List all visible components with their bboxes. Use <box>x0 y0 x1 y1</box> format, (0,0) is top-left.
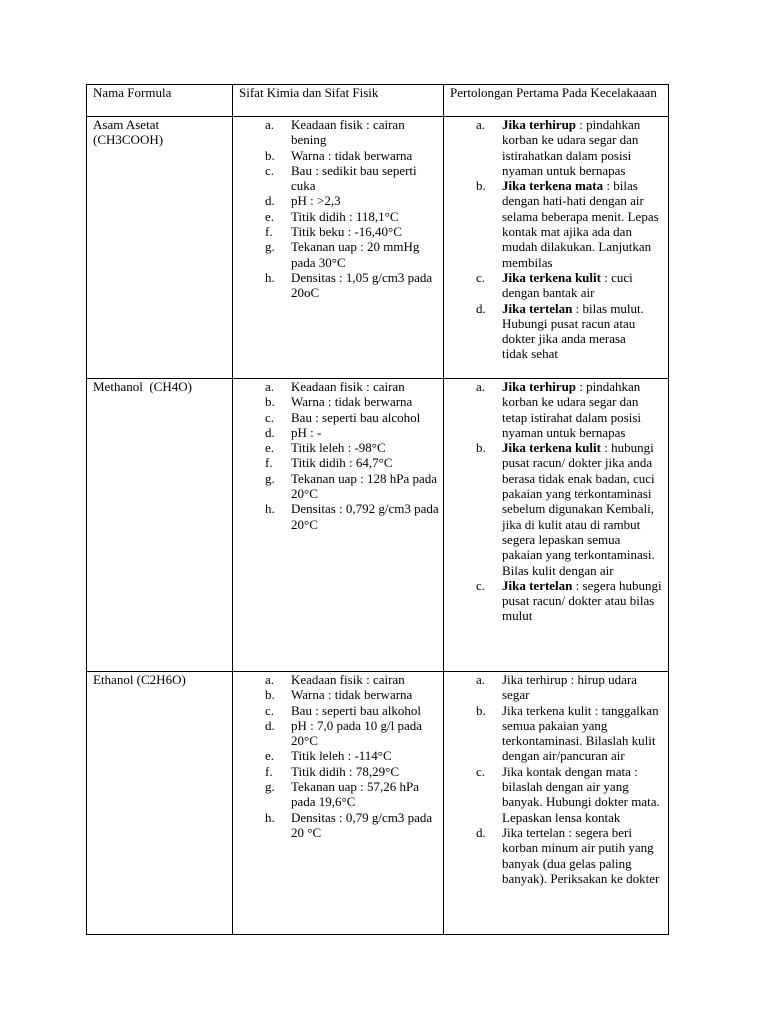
list-item: b. Jika terkena kulit : hubungi pusat racun/ dokter jika anda berasa tidak enak badan, cuci pakaian yang terkontaminasi sebelum digunakan Kembali, jika di kulit atau di rambut segera lepaskan semua pakaian yang terkontaminasi. Bilas kulit dengan air <box>476 440 655 578</box>
list-item: b. Jika terkena mata : bilas dengan hati-hati dengan air selama beberapa menit. Lepas kontak mat ajika ada dan mudah dilakukan. Lanjutkan membilas <box>476 178 659 270</box>
list-item: g. Tekanan uap : 128 hPa pada 20°C <box>265 470 438 502</box>
list-item: c. Bau : seperti bau alcohol <box>265 409 421 425</box>
list-item: b. Warna : tidak berwarna <box>265 687 413 703</box>
first-aid-cell <box>444 672 669 935</box>
list-item: c. Jika tertelan : segera hubungi pusat racun/ dokter atau bilas mulut <box>476 577 662 624</box>
chemical-safety-table <box>86 84 669 935</box>
formula-name-cell <box>87 117 233 379</box>
properties-list <box>239 672 439 840</box>
properties-cell <box>233 379 444 672</box>
table-row <box>87 379 669 672</box>
list-item: b. Jika terkena kulit : tanggalkan semua pakaian yang terkontaminasi. Bilaslah kulit dengan air/pancuran air <box>476 702 659 764</box>
list-item: d. pH : >2,3 <box>265 193 341 209</box>
list-item: f. Titik beku : -16,40°C <box>265 224 402 240</box>
list-item: h. Densitas : 0,79 g/cm3 pada 20 °C <box>265 809 433 840</box>
table-row <box>87 117 669 379</box>
list-item: a. Jika terhirup : pindahkan korban ke udara segar dan istirahatkan dalam posisi nyaman untuk bernapas <box>476 117 641 178</box>
properties-cell <box>233 117 444 379</box>
list-item: e. Titik leleh : -98°C <box>265 440 386 456</box>
list-item: f. Titik didih : 78,29°C <box>265 763 400 779</box>
first-aid-cell <box>444 379 669 672</box>
list-item: c. Jika terkena kulit : cuci dengan bantak air <box>476 269 633 301</box>
list-item: b. Warna : tidak berwarna <box>265 147 413 163</box>
list-item: d. pH : 7,0 pada 10 g/l pada 20°C <box>265 717 423 749</box>
first-aid-cell <box>444 117 669 379</box>
list-item: d. pH : - <box>265 424 322 440</box>
first-aid-list <box>450 672 662 886</box>
list-item: a. Keadaan fisik : cairan <box>265 379 405 394</box>
list-item: f. Titik didih : 64,7°C <box>265 455 393 471</box>
list-item: c. Jika kontak dengan mata : bilaslah dengan air yang banyak. Hubungi dokter mata. Lepaskan lensa kontak <box>476 763 660 825</box>
list-item: e. Titik leleh : -114°C <box>265 748 392 764</box>
list-item: h. Densitas : 0,792 g/cm3 pada 20°C <box>265 501 439 532</box>
formula-name: Methanol (CH4O) <box>93 379 192 394</box>
header-row <box>87 85 669 117</box>
header-pertolongan: Pertolongan Pertama Pada Kecelakaaan <box>444 85 669 117</box>
first-aid-list <box>450 117 664 362</box>
properties-cell <box>233 672 444 935</box>
list-item: a. Keadaan fisik : cairan <box>265 672 405 687</box>
list-item: d. Jika tertelan : segera beri korban minum air putih yang banyak (dua gelas paling banyak). Periksakan ke dokter <box>476 824 660 886</box>
header-nama-formula: Nama Formula <box>87 85 233 117</box>
table-row <box>87 672 669 935</box>
list-item: c. Bau : seperti bau alkohol <box>265 702 421 718</box>
list-item: g. Tekanan uap : 57,26 hPa pada 19,6°C <box>265 779 419 810</box>
formula-name: Asam Asetat <box>93 117 160 132</box>
formula-name-cell <box>87 379 233 672</box>
header-sifat: Sifat Kimia dan Sifat Fisik <box>233 85 444 117</box>
list-item: c. Bau : sedikit bau seperti cuka <box>265 162 417 194</box>
list-item: g. Tekanan uap : 20 mmHg pada 30°C <box>265 239 420 270</box>
list-item: a. Jika terhirup : pindahkan korban ke udara segar dan tetap istirahat dalam posisi nyaman untuk bernapas <box>476 379 641 440</box>
properties-list <box>239 117 439 301</box>
formula-code: (CH3COOH) <box>93 132 164 148</box>
properties-list <box>239 379 439 532</box>
list-item: e. Titik didih : 118,1°C <box>265 208 399 224</box>
list-item: d. Jika tertelan : bilas mulut. Hubungi pusat racun atau dokter jika anda merasa tidak sehat <box>476 300 644 362</box>
list-item: h. Densitas : 1,05 g/cm3 pada 20oC <box>265 269 433 301</box>
first-aid-list <box>450 379 664 624</box>
list-item: a. Jika terhirup : hirup udara segar <box>476 672 638 703</box>
list-item: a. Keadaan fisik : cairan bening <box>265 117 405 148</box>
list-item: b. Warna : tidak berwarna <box>265 394 413 410</box>
formula-name-cell <box>87 672 233 935</box>
formula-name: Ethanol (C2H6O) <box>93 672 186 687</box>
